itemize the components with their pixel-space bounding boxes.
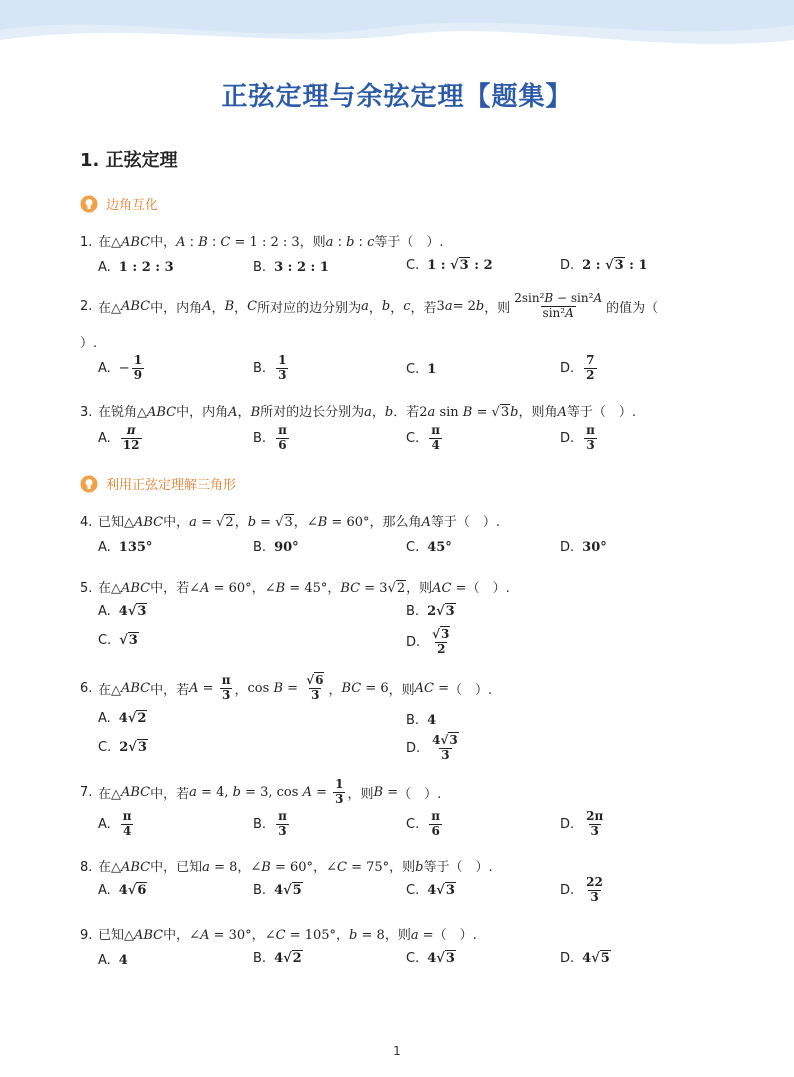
option-c[interactable]: C. 1 — [406, 362, 437, 377]
option-a[interactable]: A. 1 : 2 : 3 — [98, 260, 174, 275]
option-a[interactable]: A. 4√2 — [98, 711, 147, 726]
question-number: 8. — [80, 860, 93, 875]
option-b[interactable]: B. 4 — [406, 713, 437, 728]
option-c[interactable]: C. 4√3 — [406, 883, 455, 898]
option-c[interactable]: C. 4√3 — [406, 951, 455, 966]
option-c[interactable]: C. √3 — [98, 633, 138, 648]
question-number: 2. — [80, 298, 93, 314]
option-c[interactable]: C. $\frac{\pi}{6}$ — [406, 809, 441, 838]
option-a[interactable]: A. $\frac{\pi}{4}$ — [98, 809, 132, 838]
subsection-heading — [80, 474, 236, 493]
option-c[interactable]: C. $\frac{\pi}{4}$ — [406, 423, 441, 452]
option-b[interactable]: B. $\frac{1}{3}$ — [253, 353, 287, 382]
option-b[interactable]: B. $\frac{\pi}{3}$ — [253, 809, 287, 838]
option-c[interactable]: C. 2√3 — [98, 740, 147, 755]
option-d[interactable]: D. 30° — [560, 540, 607, 555]
question-5: 5. 在△ABC中，若∠A = 60°，∠B = 45°，BC = 3√2，则AC =（ ）. — [80, 581, 510, 596]
option-a[interactable]: A. − $\frac{1}{9}$ — [98, 353, 143, 382]
option-a[interactable]: A. 135° — [98, 540, 153, 555]
question-4: 4. 已知△ABC中，a = √2，b = √3，∠B = 60°，那么角A等于（ ）. — [80, 515, 501, 530]
subsection-label: 利用正弦定理解三角形 — [106, 478, 237, 493]
option-d[interactable]: D. $\frac{2\pi}{3}$ — [560, 809, 604, 838]
bulb-icon — [80, 195, 98, 213]
option-d[interactable]: D. $\frac{7}{2}$ — [560, 353, 595, 382]
option-b[interactable]: B. 4√2 — [253, 951, 302, 966]
page-number: 1 — [393, 1044, 401, 1058]
option-b[interactable]: B. $\frac{\pi}{6}$ — [253, 423, 287, 452]
option-c[interactable]: C. 45° — [406, 540, 452, 555]
option-a[interactable]: A. $\frac{\pi}{12}$ — [98, 423, 140, 452]
bulb-icon — [80, 475, 98, 493]
subsection-heading — [80, 194, 158, 213]
subsection-label: 边角互化 — [106, 198, 159, 213]
option-d[interactable]: D. 4√5 — [560, 951, 610, 966]
option-b[interactable]: B. 2√3 — [406, 604, 455, 619]
question-number: 1. — [80, 235, 93, 250]
option-d[interactable]: D. $\frac{22}{3}$ — [560, 875, 603, 904]
question-number: 5. — [80, 581, 93, 596]
option-a[interactable]: A. 4 — [98, 953, 128, 968]
page-title: 正弦定理与余弦定理【题集】 — [221, 82, 573, 112]
section-heading: 1. 正弦定理 — [80, 150, 178, 171]
question-7: 7. 在△ ABC 中，若 a = 4, b = 3, cos A = $\frac{1}{3}$ ，则 B = （ ）. — [80, 777, 442, 806]
option-c[interactable]: C. 1 : √3 : 2 — [406, 258, 493, 273]
option-a[interactable]: A. 4√6 — [98, 883, 147, 898]
option-b[interactable]: B. 3 : 2 : 1 — [253, 260, 329, 275]
option-d[interactable]: D. 2 : √3 : 1 — [560, 258, 648, 273]
question-9: 9. 已知△ABC中，∠A = 30°，∠C = 105°，b = 8，则a =（ ）. — [80, 928, 477, 943]
option-a[interactable]: A. 4√3 — [98, 604, 147, 619]
question-3: 3. 在锐角△ABC中，内角A，B所对的边长分别为a，b．若2a sin B = √3b，则角A等于（ ）. — [80, 405, 636, 420]
question-8: 8. 在△ABC中，已知a = 8，∠B = 60°，∠C = 75°，则b等于（ ）. — [80, 860, 493, 875]
question-2-tail: ）. — [80, 336, 98, 351]
question-number: 4. — [80, 515, 93, 530]
question-1: 1. 在△ABC中，A : B : C = 1 : 2 : 3，则a : b : c等于（ ）. — [80, 235, 444, 250]
header-wave-decoration — [0, 0, 794, 70]
option-d[interactable]: D. $\frac{\pi}{3}$ — [560, 423, 595, 452]
option-b[interactable]: B. 90° — [253, 540, 299, 555]
question-number: 3. — [80, 405, 93, 420]
question-number: 7. — [80, 784, 93, 800]
option-d[interactable]: D. $\frac{√3}{2}$ — [406, 627, 450, 656]
option-b[interactable]: B. 4√5 — [253, 883, 302, 898]
question-number: 9. — [80, 928, 93, 943]
question-6: 6. 在△ ABC 中，若 A = $\frac{\pi}{3}$ ， cos B = $\frac{√6}{3}$ ， BC = 6 ，则 AC = （ ）. — [80, 673, 493, 702]
question-number: 6. — [80, 680, 93, 696]
option-d[interactable]: D. $\frac{4√3}{3}$ — [406, 733, 458, 762]
question-2: 2. 在△ ABC 中，内角 A ， B ， C 所对应的边分别为 a ， b ， c ，若 3 a = 2 b ，则 $\frac{\text{2sin²B − sin²A}}{\text{sin²A}}$ 的值为（ — [80, 291, 659, 320]
